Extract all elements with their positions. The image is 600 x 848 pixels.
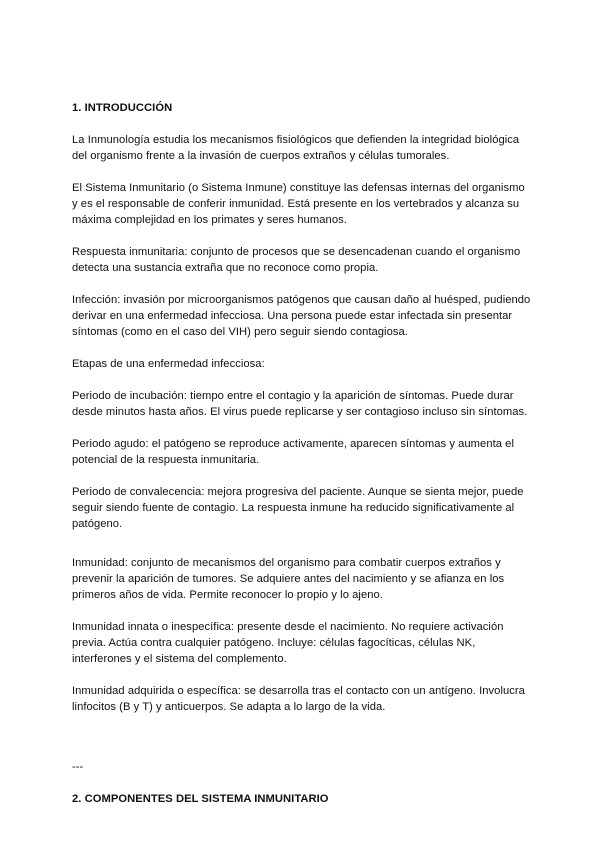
- paragraph-periodo-incubacion: Periodo de incubación: tiempo entre el contagio y la aparición de síntomas. Puede durar desde minutos hasta años. El virus puede replicarse y ser contagioso incluso sin síntomas.: [72, 390, 528, 418]
- section-heading-introduccion: 1. INTRODUCCIÓN: [72, 102, 173, 114]
- section-separator: ---: [72, 761, 84, 773]
- paragraph-inmunologia: La Inmunología estudia los mecanismos fisiológicos que defienden la integridad biológica del organismo frente a la invasión de cuerpos extraños y células tumorales.: [72, 134, 520, 162]
- paragraph-infeccion: Infección: invasión por microorganismos patógenos que causan daño al huésped, pudiendo derivar en una enfermedad infecciosa. Una persona puede estar infectada sin presentar síntomas (como en el caso del VIH) pero seguir siendo contagiosa.: [72, 294, 531, 338]
- paragraph-inmunidad: Inmunidad: conjunto de mecanismos del organismo para combatir cuerpos extraños y prevenir la aparición de tumores. Se adquiere antes del nacimiento y se afianza en los primeros años de vida. Permite reconocer lo propio y lo ajeno.: [72, 557, 505, 601]
- paragraph-sistema-inmunitario: El Sistema Inmunitario (o Sistema Inmune) constituye las defensas internas del organismo y es el responsable de conferir inmunidad. Está presente en los vertebrados y alcanza su máxima complejidad en los primates y seres humanos.: [72, 182, 525, 226]
- paragraph-periodo-agudo: Periodo agudo: el patógeno se reproduce activamente, aparecen síntomas y aumenta el potencial de la respuesta inmunitaria.: [72, 438, 514, 466]
- paragraph-inmunidad-innata: Inmunidad innata o inespecífica: presente desde el nacimiento. No requiere activación previa. Actúa contra cualquier patógeno. Incluye: células fagocíticas, células NK, interferones y el sistema del complemento.: [72, 621, 504, 665]
- document-body: [72, 100, 532, 807]
- paragraph-periodo-convalecencia: Periodo de convalecencia: mejora progresiva del paciente. Aunque se sienta mejor, puede seguir siendo fuente de contagio. La respuesta inmune ha reducido significativamente al patógeno.: [72, 486, 524, 530]
- paragraph-respuesta-inmunitaria: Respuesta inmunitaria: conjunto de procesos que se desencadenan cuando el organismo detecta una sustancia extraña que no reconoce como propia.: [72, 246, 521, 274]
- paragraph-inmunidad-adquirida: Inmunidad adquirida o específica: se desarrolla tras el contacto con un antígeno. Involucra linfocitos (B y T) y anticuerpos. Se adapta a lo largo de la vida.: [72, 685, 525, 713]
- paragraph-etapas: Etapas de una enfermedad infecciosa:: [72, 358, 265, 370]
- section-heading-componentes: 2. COMPONENTES DEL SISTEMA INMUNITARIO: [72, 793, 329, 805]
